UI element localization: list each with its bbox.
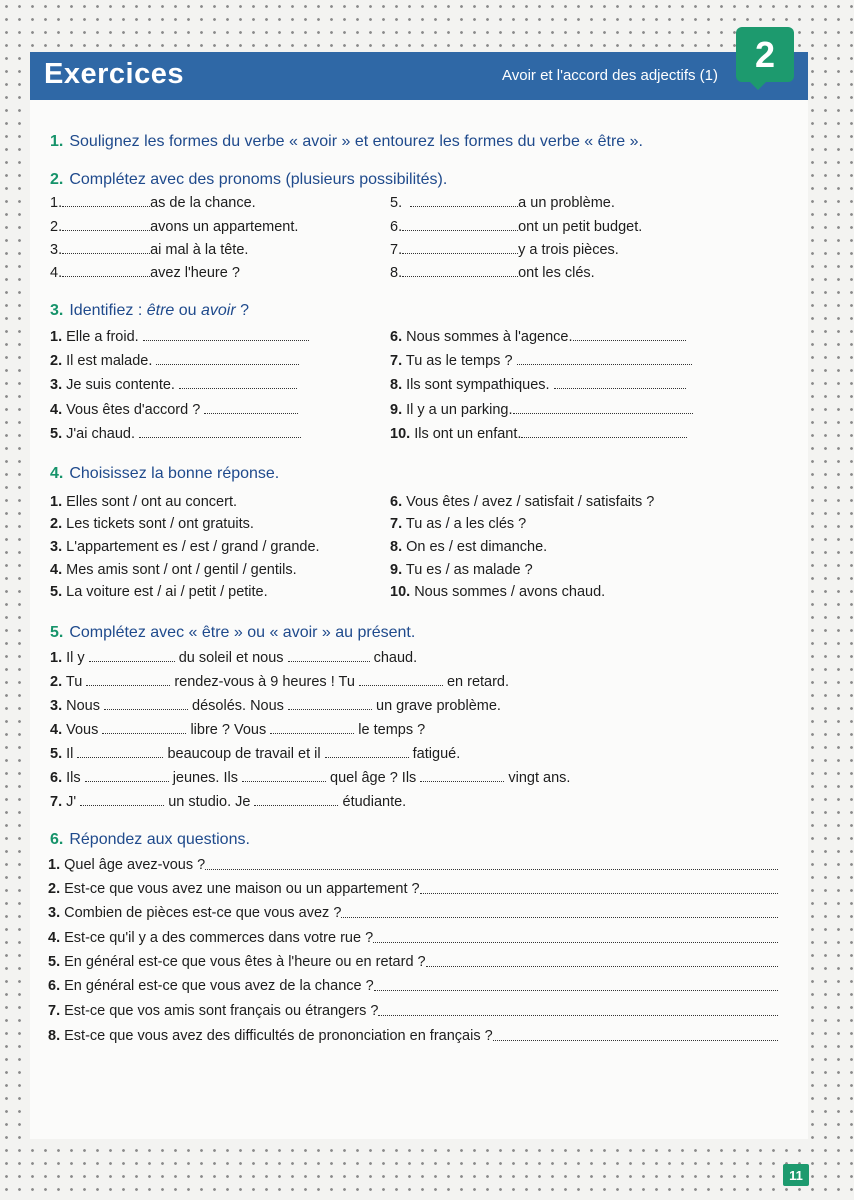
exercise-3-item-7: 7. Tu as le temps ?: [390, 352, 692, 369]
exercise-number: 6.: [50, 831, 64, 848]
exercise-number: 5.: [50, 624, 64, 641]
answer-blank[interactable]: [139, 425, 301, 438]
exercise-2-item-8: 8. ont les clés.: [390, 265, 595, 281]
exercise-6-question-8: 8. Est-ce que vous avez des difficultés de prononciation en français ?: [48, 1028, 778, 1044]
exercise-3-item-10: 10. Ils ont un enfant.: [390, 425, 687, 442]
exercise-4-item-4: 4. Mes amis sont / ont / gentil / gentils.: [50, 562, 297, 578]
answer-blank[interactable]: [204, 401, 298, 414]
exercise-4-item-7: 7. Tu as / a les clés ?: [390, 516, 527, 532]
exercise-4-item-2: 2. Les tickets sont / ont gratuits.: [50, 516, 254, 532]
answer-blank[interactable]: [288, 649, 370, 662]
page-number: 11: [783, 1164, 809, 1186]
exercise-5-item-1: 1. Il y du soleil et nous chaud.: [50, 650, 418, 666]
exercise-2-item-6: 6. ont un petit budget.: [390, 219, 643, 235]
exercise-2-title: [50, 171, 447, 189]
exercise-instruction: Choisissez la bonne réponse.: [69, 465, 280, 482]
exercise-number: 4.: [50, 465, 64, 482]
exercise-2-item-7: 7. y a trois pièces.: [390, 242, 619, 258]
answer-blank[interactable]: [86, 673, 170, 686]
answer-blank[interactable]: [420, 769, 504, 782]
exercise-4-item-5: 5. La voiture est / ai / petit / petite.: [50, 584, 268, 600]
exercise-3-item-3: 3. Je suis contente.: [50, 376, 297, 393]
answer-blank[interactable]: [179, 376, 297, 389]
exercise-6-question-3: 3. Combien de pièces est-ce que vous avez ?: [48, 905, 778, 921]
exercise-6-question-5: 5. En général est-ce que vous êtes à l'heure ou en retard ?: [48, 954, 778, 970]
answer-line[interactable]: [493, 1028, 778, 1041]
answer-blank[interactable]: [62, 264, 150, 277]
exercise-3-item-9: 9. Il y a un parking.: [390, 401, 693, 418]
answer-line[interactable]: [378, 1003, 778, 1016]
answer-blank[interactable]: [554, 376, 686, 389]
answer-blank[interactable]: [104, 697, 188, 710]
answer-blank[interactable]: [80, 793, 164, 806]
answer-blank[interactable]: [402, 241, 518, 254]
exercise-instruction: Soulignez les formes du verbe « avoir » et entourez les formes du verbe « être ».: [69, 133, 643, 150]
exercise-6-question-7: 7. Est-ce que vos amis sont français ou étrangers ?: [48, 1003, 778, 1019]
answer-blank[interactable]: [359, 673, 443, 686]
answer-blank[interactable]: [62, 218, 150, 231]
answer-line[interactable]: [420, 881, 778, 894]
answer-blank[interactable]: [77, 745, 163, 758]
answer-blank[interactable]: [102, 721, 186, 734]
answer-line[interactable]: [205, 857, 778, 870]
exercise-2-item-4: 4. avez l'heure ?: [50, 265, 240, 281]
exercise-number: 2.: [50, 171, 64, 188]
answer-blank[interactable]: [242, 769, 326, 782]
answer-blank[interactable]: [270, 721, 354, 734]
exercise-5-item-3: 3. Nous désolés. Nous un grave problème.: [50, 698, 501, 714]
exercise-instruction: Répondez aux questions.: [69, 831, 250, 848]
answer-blank[interactable]: [402, 218, 518, 231]
answer-blank[interactable]: [89, 649, 175, 662]
exercise-4-item-10: 10. Nous sommes / avons chaud.: [390, 584, 606, 600]
exercise-2-item-3: 3. ai mal à la tête.: [50, 242, 249, 258]
exercise-number: 3.: [50, 302, 64, 319]
exercise-6-question-6: 6. En général est-ce que vous avez de la chance ?: [48, 978, 778, 994]
exercise-3-item-6: 6. Nous sommes à l'agence.: [390, 328, 686, 345]
answer-blank[interactable]: [85, 769, 169, 782]
answer-blank[interactable]: [254, 793, 338, 806]
answer-blank[interactable]: [62, 194, 150, 207]
exercise-6-question-2: 2. Est-ce que vous avez une maison ou un appartement ?: [48, 881, 778, 897]
unit-badge: 2: [736, 27, 794, 82]
exercise-2-item-1: 1. as de la chance.: [50, 195, 256, 211]
exercise-5-title: [50, 624, 415, 642]
exercise-4-item-9: 9. Tu es / as malade ?: [390, 562, 533, 578]
exercise-3-item-1: 1. Elle a froid.: [50, 328, 309, 345]
exercise-instruction: Complétez avec des pronoms (plusieurs possibilités).: [69, 171, 448, 188]
exercise-4-item-6: 6. Vous êtes / avez / satisfait / satisfaits ?: [390, 494, 655, 510]
exercise-3-item-5: 5. J'ai chaud.: [50, 425, 301, 442]
answer-blank[interactable]: [402, 264, 518, 277]
answer-blank[interactable]: [513, 401, 693, 414]
exercise-6-question-1: 1. Quel âge avez-vous ?: [48, 857, 778, 873]
exercise-6-title: [50, 831, 250, 849]
exercise-instruction: Complétez avec « être » ou « avoir » au présent.: [69, 624, 416, 641]
answer-blank[interactable]: [288, 697, 372, 710]
lesson-subtitle: Avoir et l'accord des adjectifs (1): [502, 67, 719, 84]
exercise-5-item-5: 5. Il beaucoup de travail et il fatigué.: [50, 746, 461, 762]
exercise-4-item-8: 8. On es / est dimanche.: [390, 539, 548, 555]
answer-line[interactable]: [341, 905, 778, 918]
exercise-2-item-5: 5. a un problème.: [390, 195, 615, 211]
answer-blank[interactable]: [521, 425, 687, 438]
answer-blank[interactable]: [156, 352, 299, 365]
answer-blank[interactable]: [573, 328, 686, 341]
exercise-5-item-4: 4. Vous libre ? Vous le temps ?: [50, 722, 426, 738]
answer-line[interactable]: [426, 954, 778, 967]
exercise-1-title: [50, 133, 643, 151]
exercise-3-title: 3. Identifiez : être ou avoir ?: [50, 302, 250, 319]
unit-badge-tail: [748, 80, 768, 90]
exercise-3-item-2: 2. Il est malade.: [50, 352, 299, 369]
exercise-number: 1.: [50, 133, 64, 150]
exercise-4-item-3: 3. L'appartement es / est / grand / grande.: [50, 539, 320, 555]
answer-blank[interactable]: [62, 241, 150, 254]
answer-blank[interactable]: [325, 745, 409, 758]
exercise-3-item-8: 8. Ils sont sympathiques.: [390, 376, 686, 393]
answer-blank[interactable]: [410, 194, 518, 207]
exercise-3-item-4: 4. Vous êtes d'accord ?: [50, 401, 298, 418]
answer-line[interactable]: [374, 978, 778, 991]
answer-line[interactable]: [373, 930, 778, 943]
exercise-5-item-7: 7. J' un studio. Je étudiante.: [50, 794, 407, 810]
exercise-4-item-1: 1. Elles sont / ont au concert.: [50, 494, 237, 510]
exercise-2-item-2: 2. avons un appartement.: [50, 219, 299, 235]
answer-blank[interactable]: [517, 352, 692, 365]
answer-blank[interactable]: [143, 328, 309, 341]
exercise-6-question-4: 4. Est-ce qu'il y a des commerces dans votre rue ?: [48, 930, 778, 946]
page-title: Exercices: [44, 58, 184, 90]
exercise-5-item-6: 6. Ils jeunes. Ils quel âge ? Ils vingt ans.: [50, 770, 571, 786]
exercise-5-item-2: 2. Tu rendez-vous à 9 heures ! Tu en retard.: [50, 674, 510, 690]
exercise-4-title: [50, 465, 279, 483]
